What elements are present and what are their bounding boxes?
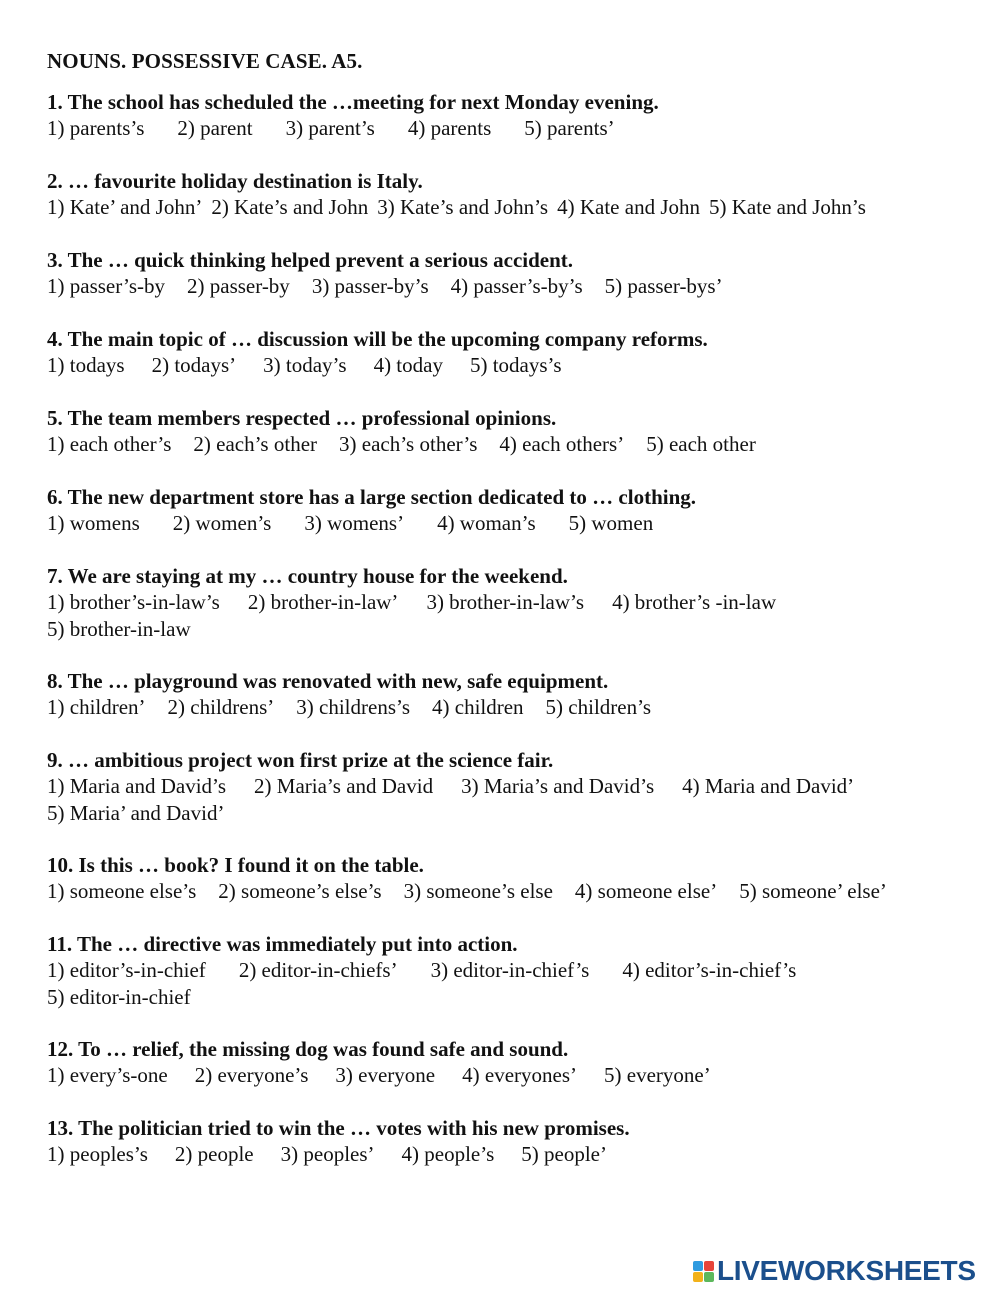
option-1: 1) Maria and David’s [47, 774, 227, 798]
logo-square-green [704, 1272, 714, 1282]
option-1: 1) brother’s-in-law’s [47, 590, 220, 614]
liveworksheets-logo [693, 1256, 976, 1286]
option-4: 4) someone else’ [574, 879, 718, 903]
question-4 [47, 326, 977, 379]
question-text: 1. The school has scheduled the …meeting for next Monday evening. [47, 90, 659, 114]
question-12 [47, 1036, 977, 1089]
option-5: 5) children’s [545, 695, 652, 719]
option-3: 3) peoples’ [280, 1142, 375, 1166]
option-2: 2) editor-in-chiefs’ [238, 958, 398, 982]
question-9 [47, 747, 977, 826]
options-line [47, 273, 977, 300]
option-3: 3) Kate’s and John’s [377, 195, 549, 219]
option-4: 4) each others’ [499, 432, 625, 456]
option-5: 5) people’ [521, 1142, 607, 1166]
options-line [47, 510, 977, 537]
options-line [47, 431, 977, 458]
option-3: 3) womens’ [304, 511, 405, 535]
logo-text: LIVEWORKSHEETS [717, 1255, 976, 1286]
option-3: 3) everyone [335, 1063, 436, 1087]
option-3: 3) brother-in-law’s [426, 590, 585, 614]
option-3: 3) editor-in-chief’s [430, 958, 590, 982]
logo-square-blue [693, 1261, 703, 1271]
option-2: 2) passer-by [187, 274, 290, 298]
option-1: 1) every’s-one [47, 1063, 168, 1087]
option-5: 5) everyone’ [604, 1063, 711, 1087]
option-3: 3) someone’s else [403, 879, 553, 903]
option-2: 2) childrens’ [167, 695, 275, 719]
option-2: 2) each’s other [193, 432, 318, 456]
option-4: 4) parents [407, 116, 492, 140]
question-text: 10. Is this … book? I found it on the table. [47, 853, 424, 877]
option-1: 1) todays [47, 353, 125, 377]
options-line [47, 352, 977, 379]
question-5 [47, 405, 977, 458]
question-10 [47, 852, 977, 905]
option-4: 4) editor’s-in-chief’s [622, 958, 797, 982]
question-text: 13. The politician tried to win the … votes with his new promises. [47, 1116, 630, 1140]
option-5: 5) someone’ else’ [739, 879, 887, 903]
option-3: 3) passer-by’s [311, 274, 429, 298]
question-text: 7. We are staying at my … country house for the weekend. [47, 564, 568, 588]
question-text: 2. … favourite holiday destination is Italy. [47, 169, 423, 193]
option-5: 5) brother-in-law [47, 616, 191, 641]
option-5: 5) Maria’ and David’ [47, 800, 225, 825]
option-1: 1) peoples’s [47, 1142, 148, 1166]
option-5: 5) todays’s [469, 353, 562, 377]
question-8 [47, 668, 977, 721]
option-2: 2) people [174, 1142, 254, 1166]
option-4: 4) children [432, 695, 524, 719]
options-line [47, 115, 977, 142]
page-title: NOUNS. POSSESSIVE CASE. A5. [47, 49, 363, 73]
question-13 [47, 1115, 977, 1168]
option-2: 2) Maria’s and David [254, 774, 434, 798]
option-2: 2) brother-in-law’ [247, 590, 399, 614]
question-text: 5. The team members respected … professional opinions. [47, 406, 557, 430]
question-text: 6. The new department store has a large section dedicated to … clothing. [47, 485, 697, 509]
option-3: 3) Maria’s and David’s [461, 774, 655, 798]
question-6 [47, 484, 977, 537]
option-1: 1) editor’s-in-chief [47, 958, 206, 982]
options-line [47, 1141, 977, 1168]
logo-mark-icon [693, 1261, 714, 1282]
option-3: 3) childrens’s [296, 695, 410, 719]
question-11 [47, 931, 977, 1010]
option-5: 5) Kate and John’s [709, 195, 866, 219]
question-text: 12. To … relief, the missing dog was found safe and sound. [47, 1037, 569, 1061]
question-7 [47, 563, 977, 642]
option-4: 4) woman’s [437, 511, 536, 535]
option-1: 1) passer’s-by [47, 274, 166, 298]
question-3 [47, 247, 977, 300]
option-4: 4) Maria and David’ [682, 774, 855, 798]
options-line [47, 1062, 977, 1089]
option-1: 1) children’ [47, 695, 146, 719]
option-1: 1) each other’s [47, 432, 172, 456]
option-5: 5) editor-in-chief [47, 984, 191, 1009]
option-5: 5) passer-bys’ [604, 274, 723, 298]
options-line [47, 773, 977, 800]
question-1 [47, 89, 977, 142]
question-text: 4. The main topic of … discussion will be the upcoming company reforms. [47, 327, 708, 351]
option-2: 2) someone’s else’s [218, 879, 382, 903]
options-line [47, 694, 977, 721]
option-2: 2) women’s [172, 511, 272, 535]
options-line [47, 800, 977, 827]
question-text: 9. … ambitious project won first prize at the science fair. [47, 748, 554, 772]
question-2 [47, 168, 977, 221]
option-1: 1) Kate’ and John’ [47, 195, 203, 219]
logo-square-yellow [693, 1272, 703, 1282]
option-2: 2) todays’ [151, 353, 237, 377]
options-line [47, 589, 977, 616]
question-text: 11. The … directive was immediately put into action. [47, 932, 518, 956]
option-2: 2) parent [177, 116, 253, 140]
options-line [47, 616, 977, 643]
option-3: 3) today’s [263, 353, 347, 377]
option-4: 4) today [373, 353, 443, 377]
option-1: 1) parents’s [47, 116, 145, 140]
option-4: 4) brother’s -in-law [612, 590, 777, 614]
option-4: 4) passer’s-by’s [450, 274, 583, 298]
option-3: 3) each’s other’s [339, 432, 478, 456]
logo-square-red [704, 1261, 714, 1271]
question-text: 3. The … quick thinking helped prevent a serious accident. [47, 248, 574, 272]
options-line [47, 878, 977, 905]
option-2: 2) Kate’s and John [211, 195, 369, 219]
option-1: 1) someone else’s [47, 879, 197, 903]
option-5: 5) women [568, 511, 654, 535]
option-4: 4) everyones’ [462, 1063, 577, 1087]
option-3: 3) parent’s [285, 116, 375, 140]
options-line [47, 194, 977, 221]
question-text: 8. The … playground was renovated with new, safe equipment. [47, 669, 609, 693]
option-5: 5) parents’ [524, 116, 615, 140]
option-2: 2) everyone’s [194, 1063, 309, 1087]
option-1: 1) womens [47, 511, 140, 535]
option-5: 5) each other [646, 432, 756, 456]
option-4: 4) people’s [401, 1142, 495, 1166]
options-line [47, 984, 977, 1011]
option-4: 4) Kate and John [557, 195, 700, 219]
options-line [47, 957, 977, 984]
